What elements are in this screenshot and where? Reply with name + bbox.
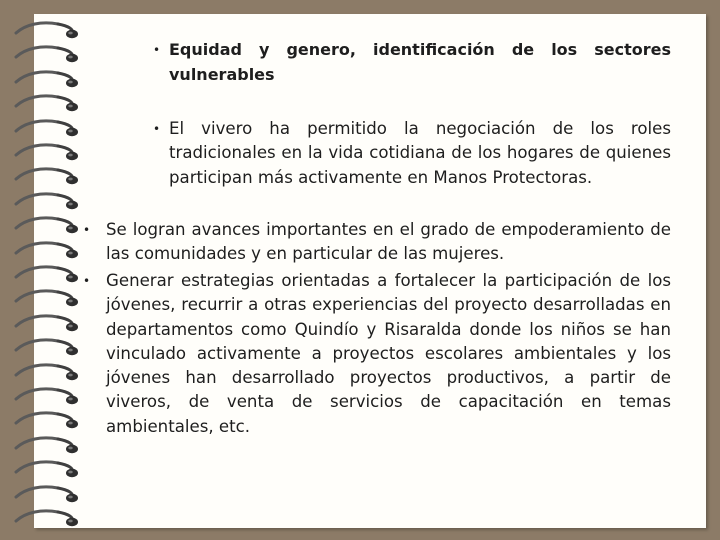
spiral-binding-ring-icon xyxy=(12,140,82,162)
spiral-binding-ring-icon xyxy=(12,286,82,308)
paragraph-bullet: • xyxy=(83,274,91,288)
spiral-binding-ring-icon xyxy=(12,408,82,430)
spiral-binding-ring-icon xyxy=(12,311,82,333)
spiral-binding-ring-icon xyxy=(12,91,82,113)
spiral-binding-ring-icon xyxy=(12,18,82,40)
spiral-binding-ring-icon xyxy=(12,384,82,406)
spiral-binding-ring-icon xyxy=(12,457,82,479)
spiral-binding-ring-icon xyxy=(12,506,82,528)
heading-bullet: • xyxy=(153,43,161,57)
spiral-binding-ring-icon xyxy=(12,116,82,138)
spiral-binding-ring-icon xyxy=(12,164,82,186)
sub-bullet-marker: • xyxy=(153,122,161,136)
spiral-binding-ring-icon xyxy=(12,262,82,284)
sub-bullet-text: El vivero ha permitido la negociación de los roles tradicionales en la vida cotidiana de los hogares de quienes participan más activamente en Manos Protectoras. xyxy=(169,119,671,187)
spiral-binding-ring-icon xyxy=(12,360,82,382)
spiral-binding-ring-icon xyxy=(12,335,82,357)
spiral-binding-ring-icon xyxy=(12,67,82,89)
paragraph-2: Generar estrategias orientadas a fortalecer la participación de los jóvenes, recurrir a otras experiencias del proyecto desarrolladas en departamentos como Quindío y Risaralda donde los niños se han vinculado activamente a proyectos escolares ambientales y los jóvenes han desarrollado proyectos productivos, a partir de viveros, de venta de servicios de capacitación en temas ambientales, etc. xyxy=(106,271,671,436)
spiral-binding-ring-icon xyxy=(12,213,82,235)
spiral-binding-ring-icon xyxy=(12,42,82,64)
spiral-binding xyxy=(0,0,90,540)
paragraph-1: Se logran avances importantes en el grado de empoderamiento de las comunidades y en particular de las mujeres. xyxy=(106,220,671,264)
spiral-binding-ring-icon xyxy=(12,189,82,211)
spiral-binding-ring-icon xyxy=(12,433,82,455)
spiral-binding-ring-icon xyxy=(12,482,82,504)
heading-text: Equidad y genero, identificación de los sectores vulnerables xyxy=(169,40,671,84)
paragraph-bullet: • xyxy=(83,223,91,237)
spiral-binding-ring-icon xyxy=(12,238,82,260)
